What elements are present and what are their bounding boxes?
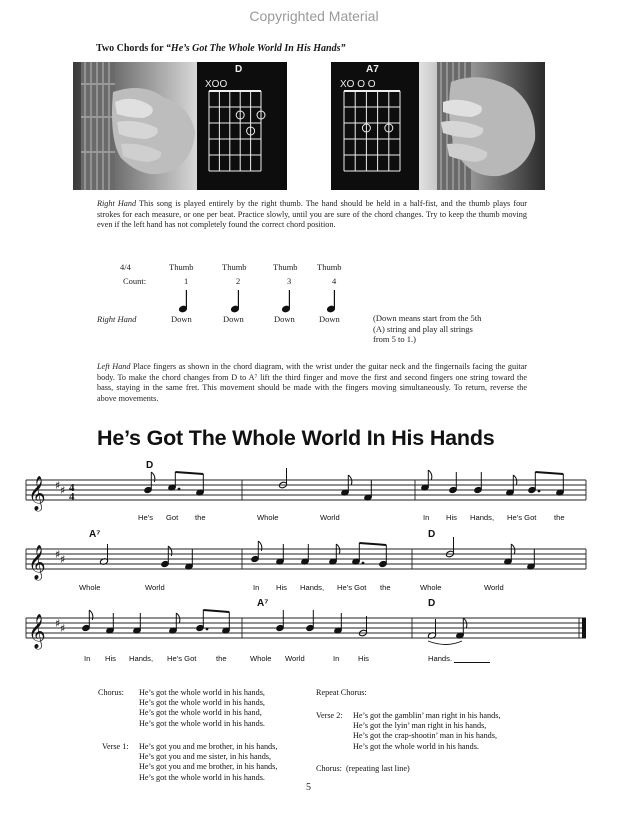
strum-note (373, 313, 481, 345)
chorus-lines (139, 688, 265, 729)
staff1-lyric-7: His (446, 513, 457, 522)
staff1-lyric-5: World (320, 513, 340, 522)
staff3-lyric-8: In (333, 654, 340, 663)
time-signature: 4/4 (120, 262, 131, 272)
sharp-f-icon-3: ♯ (55, 617, 61, 630)
strum-count-4: 4 (332, 276, 337, 286)
strum-count-2: 2 (236, 276, 241, 286)
chorus-line-1: He’s got the whole world in his hands, (139, 688, 265, 697)
staff2-lyric-5: Hands, (300, 583, 325, 592)
time-sig-top: 4 (69, 482, 75, 494)
melisma-line (454, 662, 490, 663)
strum-count-1: 1 (184, 276, 189, 286)
strum-stroke-1: Down (171, 314, 192, 324)
strum-notes (170, 288, 350, 314)
strum-finger-4: Thumb (317, 262, 342, 272)
strum-row-label: Right Hand (97, 314, 137, 324)
staff1-lyric-6: In (423, 513, 430, 522)
staff2-lyric-6: He’s Got (337, 583, 367, 592)
verse1-line-1: He’s got you and me brother, in his hands, (139, 742, 278, 751)
final-chorus (316, 764, 410, 774)
treble-clef-icon-3: 𝄞 (28, 614, 46, 649)
strum-finger-2: Thumb (222, 262, 247, 272)
right-hand-label: Right Hand (97, 199, 137, 208)
sharp-c-icon: ♯ (60, 484, 66, 497)
verse2-line-1: He’s got the gamblin’ man right in his hands, (353, 711, 501, 720)
tie-arc (428, 641, 462, 645)
verse2-line-4: He’s got the whole world in his hands. (353, 741, 479, 751)
left-hand-label: Left Hand (97, 362, 131, 371)
a7-chord-name: A7 (366, 64, 379, 75)
staff2-lyric-9: World (484, 583, 504, 592)
strum-finger-1: Thumb (169, 262, 194, 272)
final-chorus-label: Chorus: (316, 764, 342, 773)
staff2-lyric-7: the (380, 583, 391, 592)
staff-line-2 (20, 537, 588, 581)
treble-clef-icon: 𝄞 (28, 476, 46, 511)
staff-line-1 (20, 468, 588, 512)
staff3-chord-d: D (428, 598, 436, 609)
staff3-lyric-6: Whole (250, 654, 272, 663)
copyright-watermark: Copyrighted Material (249, 8, 379, 24)
staff3-lyric-1: In (84, 654, 91, 663)
verse2-line-3: He’s got the crap-shootin’ man in his hands, (353, 731, 498, 741)
staff3-lyric-5: the (216, 654, 227, 663)
strum-stroke-4: Down (319, 314, 340, 324)
staff3-lyric-2: His (105, 654, 116, 663)
final-chorus-text: (repeating last line) (346, 764, 410, 773)
verse1-line-3: He’s got you and me brother, in his hands, (139, 762, 278, 772)
staff3-lyric-10: Hands. (428, 654, 453, 663)
left-hand-text: Place fingers as shown in the chord diagram, with the wrist under the guitar neck and the fingernails facing the guitar body. To make the chord changes from D to A⁷ lift the third finger and move the first and second fingers one string toward the bass, staying in the same fret. This movement should be made with the fingers moving simultaneously. To return, reverse the above movements. (97, 362, 527, 403)
left-hand-paragraph (97, 362, 527, 404)
staff2-lyric-1: Whole (79, 583, 101, 592)
staff2-lyric-4: His (276, 583, 287, 592)
strum-note-line-3: from 5 to 1.) (373, 334, 416, 344)
strum-stroke-2: Down (223, 314, 244, 324)
staff1-lyric-1: He’s (138, 513, 154, 522)
staff3-lyric-7: World (285, 654, 305, 663)
treble-clef-icon-2: 𝄞 (28, 545, 46, 580)
chorus-line-2: He’s got the whole world in his hands, (139, 698, 265, 708)
staff1-chord-d: D (146, 460, 154, 471)
sharp-f-icon: ♯ (55, 479, 61, 492)
a7-chord-diagram (338, 78, 418, 188)
staff3-lyric-4: He’s Got (167, 654, 197, 663)
staff1-lyric-9: He’s Got (507, 513, 537, 522)
right-hand-paragraph (97, 199, 527, 231)
strum-finger-3: Thumb (273, 262, 298, 272)
verse1-label: Verse 1: (102, 742, 129, 751)
strum-note-line-1: (Down means start from the 5th (373, 313, 482, 323)
verse2-line-2: He’s got the lyin’ man right in his hands, (353, 721, 487, 731)
verse2-lines (353, 711, 500, 752)
chorus-label: Chorus: (98, 688, 124, 697)
count-label: Count: (123, 276, 147, 286)
staff1-lyric-8: Hands, (470, 513, 495, 522)
staff3-lyric-9: His (358, 654, 369, 663)
section-title (96, 43, 346, 54)
verse1-line-2: He’s got you and me sister, in his hands, (139, 752, 272, 762)
sharp-f-icon-2: ♯ (55, 548, 61, 561)
verse1-lines (139, 742, 277, 783)
staff-line-3 (20, 606, 588, 650)
strum-stroke-3: Down (274, 314, 295, 324)
section-title-song: “He’s Got The Whole World In His Hands” (165, 43, 346, 54)
staff3-chord-a7: A⁷ (257, 598, 269, 609)
sharp-c-icon-3: ♯ (60, 622, 66, 635)
verse2-label: Verse 2: (316, 711, 343, 720)
page-number: 5 (306, 782, 311, 793)
repeat-chorus: Repeat Chorus: (316, 688, 367, 697)
staff1-lyric-4: Whole (257, 513, 279, 522)
right-hand-text: This song is played entirely by the right thumb. The hand should be held in a half-fist, and the thumb plays four strokes for each measure, or one per beat. Practice slowly, until you are sure of the chord changes. Try to keep the thumb moving even if the left hand has not completely found the correct chord position. (97, 199, 527, 230)
verse1-line-4: He’s got the whole world in his hands. (139, 772, 265, 782)
a7-open-marks: XO O O (340, 79, 376, 90)
d-open-marks: XOO (205, 79, 228, 90)
time-sig-bottom: 4 (69, 491, 75, 503)
d-chord-name: D (235, 64, 243, 75)
staff3-lyric-3: Hands, (129, 654, 154, 663)
staff1-lyric-2: Got (166, 513, 179, 522)
final-barline (582, 618, 586, 638)
staff2-chord-d: D (428, 529, 436, 540)
staff1-lyric-10: the (554, 513, 565, 522)
staff2-chord-a7: A⁷ (89, 529, 101, 540)
d-chord-diagram (203, 78, 283, 188)
section-title-prefix: Two Chords for (96, 43, 166, 54)
chorus-line-3: He’s got the whole world in his hand, (139, 708, 262, 718)
strum-note-line-2: (A) string and play all strings (373, 323, 473, 334)
chorus-line-4: He’s got the whole world in his hands. (139, 718, 265, 728)
staff2-lyric-2: World (145, 583, 165, 592)
strum-count-3: 3 (287, 276, 292, 286)
staff1-lyric-3: the (195, 513, 206, 522)
staff2-lyric-3: In (253, 583, 260, 592)
sharp-c-icon-2: ♯ (60, 553, 66, 566)
song-title: He’s Got The Whole World In His Hands (97, 426, 495, 450)
staff2-lyric-8: Whole (420, 583, 442, 592)
